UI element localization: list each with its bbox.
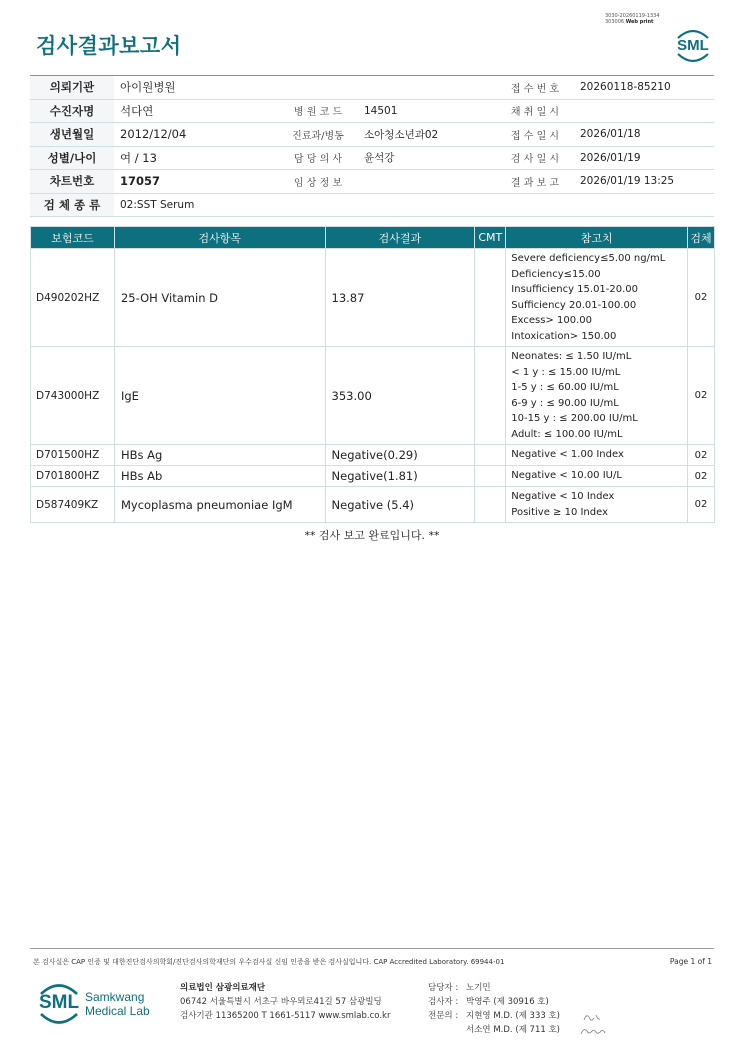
staff-row: 전문의 : 지현영 M.D. (제 333 호) — [428, 1011, 561, 1021]
dept-label: 진료과/병동 — [278, 123, 358, 147]
logo-text: SML — [677, 37, 709, 54]
ref-line: Severe deficiency≤5.00 ng/mL — [511, 253, 666, 264]
ref-line: < 1 y : ≤ 15.00 IU/mL — [511, 366, 621, 378]
ref-line: Adult: ≤ 100.00 IU/mL — [511, 428, 623, 440]
page-number: Page 1 of 1 — [669, 957, 712, 966]
header-item: 검사항목 — [114, 227, 325, 249]
ref-line: Negative < 1.00 Index — [511, 449, 624, 461]
table-row — [31, 249, 715, 347]
row-ref — [506, 466, 688, 487]
report-label: 결 과 보 고 — [496, 170, 574, 194]
test-date-label: 검 사 일 시 — [496, 146, 574, 170]
row-cmt — [475, 487, 506, 523]
patient-value: 석다연 — [114, 99, 278, 123]
specimen-label: 검 체 종 류 — [30, 193, 114, 217]
row-cmt — [475, 249, 506, 347]
header-result: 검사결과 — [325, 227, 475, 249]
clinical-value — [358, 170, 496, 194]
staff-list — [428, 981, 560, 1037]
row-ref — [506, 445, 688, 466]
ref-line: 10-15 y : ≤ 200.00 IU/mL — [511, 413, 638, 424]
ref-line: Negative < 10 Index — [511, 491, 615, 502]
info-row — [30, 123, 714, 147]
brand-line-1: Samkwang — [85, 990, 145, 1004]
row-ref — [506, 487, 688, 523]
header-cmt: CMT — [475, 227, 506, 249]
org-name: 의료법인 삼광의료재단 — [180, 983, 266, 993]
doctor-value: 윤석강 — [358, 146, 496, 170]
print-code: 303006 — [605, 19, 625, 25]
staff-row: 검사자 : 박영주 (제 30916 호) — [428, 997, 549, 1007]
row-code: D743000HZ — [31, 347, 115, 445]
info-row — [30, 146, 714, 170]
footer-logo-text: SML — [38, 992, 80, 1013]
ref-line: Positive ≥ 10 Index — [511, 506, 609, 518]
org-address: 06742 서울특별시 서초구 바우뫼로41길 57 삼광빌딩 — [180, 997, 382, 1007]
row-cmt — [475, 347, 506, 445]
info-row — [30, 76, 714, 100]
chart-value: 17057 — [114, 170, 278, 194]
results-header-row — [31, 227, 715, 249]
row-result: Negative (5.4) — [325, 487, 475, 523]
row-item: 25-OH Vitamin D — [114, 249, 325, 347]
sexage-value: 여 / 13 — [114, 146, 278, 170]
org-info — [180, 981, 390, 1023]
patient-label: 수진자명 — [30, 99, 114, 123]
ref-line: Intoxication> 150.00 — [511, 330, 617, 342]
report-value: 2026/01/19 13:25 — [574, 170, 714, 194]
row-spec: 02 — [688, 487, 715, 523]
row-result: 353.00 — [325, 347, 475, 445]
row-code: D587409KZ — [31, 487, 115, 523]
ref-line: Deficiency≤15.00 — [511, 268, 601, 280]
header-code: 보험코드 — [31, 227, 115, 249]
row-code: D490202HZ — [31, 249, 115, 347]
dept-value: 소아청소년과02 — [358, 123, 496, 147]
req-org-value: 아이원병원 — [114, 76, 496, 100]
signature-icon — [578, 1010, 608, 1038]
row-spec: 02 — [688, 347, 715, 445]
row-item: IgE — [114, 347, 325, 445]
row-ref — [506, 249, 688, 347]
receipt-no-label: 접 수 번 호 — [496, 76, 574, 100]
accreditation-note: 본 검사실은 CAP 인증 및 대한진단검사의학회/진단검사의학재단의 우수검사실 신임 인증을 받은 검사실입니다. CAP Accredited Laboratory. 69944-01 — [33, 958, 505, 966]
footer-sml-logo — [34, 980, 84, 1028]
row-ref — [506, 347, 688, 445]
row-result: 13.87 — [325, 249, 475, 347]
row-spec: 02 — [688, 445, 715, 466]
collect-value — [574, 99, 714, 123]
info-row — [30, 99, 714, 123]
row-item: Mycoplasma pneumoniae IgM — [114, 487, 325, 523]
ref-line: 6-9 y : ≤ 90.00 IU/mL — [511, 397, 619, 409]
clinical-label: 임 상 정 보 — [278, 170, 358, 194]
row-code: D701500HZ — [31, 445, 115, 466]
brand-name — [85, 990, 150, 1018]
header-ref: 참고치 — [506, 227, 688, 249]
row-code: D701800HZ — [31, 466, 115, 487]
hosp-code-label: 병 원 코 드 — [278, 99, 358, 123]
row-cmt — [475, 466, 506, 487]
table-row — [31, 487, 715, 523]
receipt-date-value: 2026/01/18 — [574, 123, 714, 147]
brand-line-2: Medical Lab — [85, 1004, 150, 1018]
results-table — [30, 226, 715, 523]
receipt-no-value: 20260118-85210 — [574, 76, 714, 100]
table-row — [31, 445, 715, 466]
test-date-value: 2026/01/19 — [574, 146, 714, 170]
staff-row: 담당자 : 노기민 — [428, 983, 491, 993]
ref-line: Negative < 10.00 IU/L — [511, 470, 622, 482]
ref-line: Insufficiency 15.01-20.00 — [511, 284, 639, 295]
collect-label: 채 취 일 시 — [496, 99, 574, 123]
signature-mark — [578, 1010, 608, 1042]
row-result: Negative(0.29) — [325, 445, 475, 466]
report-complete-note: ** 검사 보고 완료입니다. ** — [304, 529, 440, 542]
hosp-code-value: 14501 — [358, 99, 496, 123]
chart-label: 차트번호 — [30, 170, 114, 194]
doctor-label: 담 당 의 사 — [278, 146, 358, 170]
row-spec: 02 — [688, 466, 715, 487]
dob-label: 생년월일 — [30, 123, 114, 147]
row-item: HBs Ag — [114, 445, 325, 466]
print-meta — [605, 13, 660, 25]
info-row — [30, 170, 714, 194]
staff-row: 서소연 M.D. (제 711 호) — [466, 1025, 561, 1035]
ref-line: Neonates: ≤ 1.50 IU/mL — [511, 351, 632, 362]
patient-info-table — [30, 75, 714, 217]
dob-value: 2012/12/04 — [114, 123, 278, 147]
row-result: Negative(1.81) — [325, 466, 475, 487]
footer-divider — [30, 948, 714, 949]
req-org-label: 의뢰기관 — [30, 76, 114, 100]
org-contact: 검사기관 11365200 T 1661-5117 www.smlab.co.kr — [180, 1011, 391, 1021]
print-id: 3030-20260119-1334 — [605, 13, 660, 19]
ref-line: Excess> 100.00 — [511, 315, 592, 326]
receipt-date-label: 접 수 일 시 — [496, 123, 574, 147]
ref-line: 1-5 y : ≤ 60.00 IU/mL — [511, 382, 619, 393]
print-mode: Web print — [625, 19, 654, 25]
specimen-value: 02:SST Serum — [114, 193, 714, 217]
row-cmt — [475, 445, 506, 466]
row-item: HBs Ab — [114, 466, 325, 487]
table-row — [31, 466, 715, 487]
header-spec: 검체 — [688, 227, 715, 249]
table-row — [31, 347, 715, 445]
sexage-label: 성별/나이 — [30, 146, 114, 170]
sml-logo — [672, 26, 714, 66]
ref-line: Sufficiency 20.01-100.00 — [511, 299, 637, 311]
page-title: 검사결과보고서 — [36, 34, 182, 58]
info-row — [30, 193, 714, 217]
row-spec: 02 — [688, 249, 715, 347]
